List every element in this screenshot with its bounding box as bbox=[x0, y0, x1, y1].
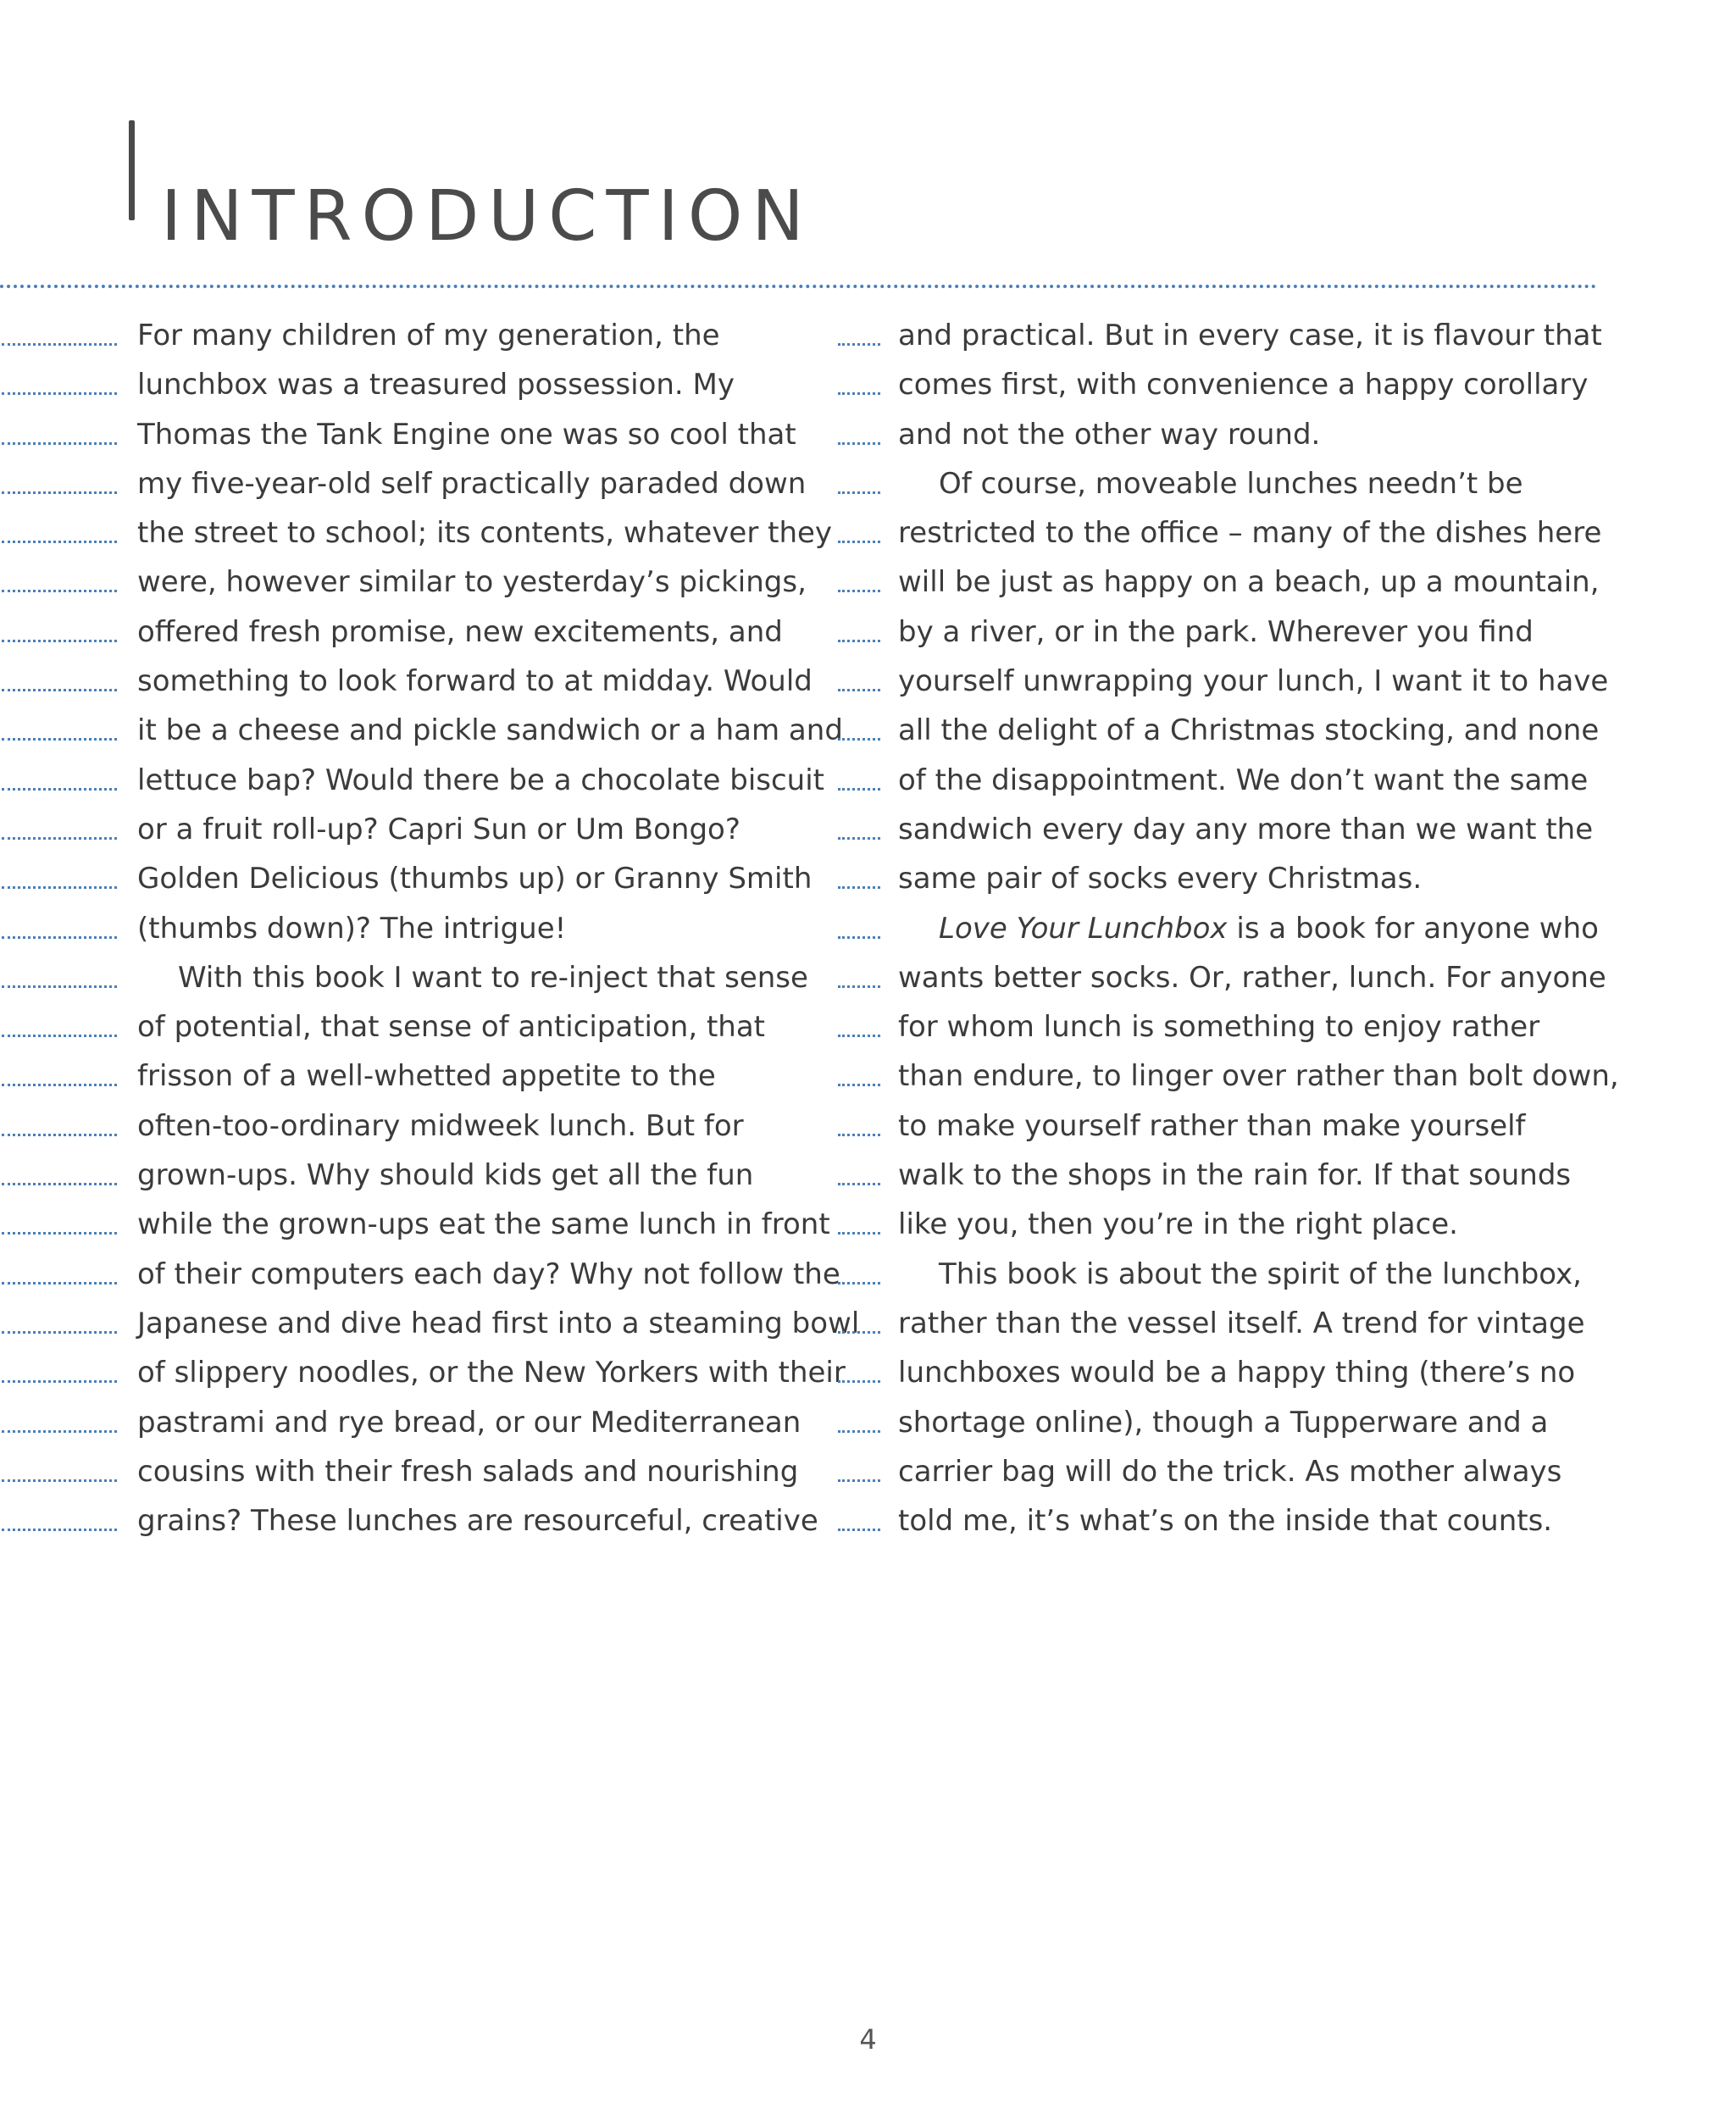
text-line: With this book I want to re-inject that sense bbox=[0, 953, 826, 1002]
dotted-leader bbox=[2, 1232, 117, 1235]
text-line: the street to school; its contents, whatever they bbox=[0, 508, 826, 558]
dotted-leader bbox=[838, 1134, 880, 1136]
text-line: yourself unwrapping your lunch, I want it to have bbox=[835, 657, 1580, 706]
dotted-leader bbox=[2, 392, 117, 395]
text-line: it be a cheese and pickle sandwich or a ham and bbox=[0, 706, 826, 755]
text-line: all the delight of a Christmas stocking, and none bbox=[835, 706, 1580, 755]
dotted-leader bbox=[2, 1282, 117, 1285]
text-line: lettuce bap? Would there be a chocolate biscuit bbox=[0, 756, 826, 805]
text-line: of potential, that sense of anticipation, that bbox=[0, 1002, 826, 1052]
text-line: sandwich every day any more than we want the bbox=[835, 805, 1580, 854]
text-line: Japanese and dive head first into a steaming bowl bbox=[0, 1299, 826, 1348]
dotted-leader bbox=[838, 1331, 880, 1334]
text-line: to make yourself rather than make yourself bbox=[835, 1101, 1580, 1151]
dotted-leader bbox=[838, 985, 880, 988]
dotted-leader bbox=[2, 738, 117, 741]
text-line: Love Your Lunchbox is a book for anyone who bbox=[835, 904, 1580, 953]
text-line: cousins with their fresh salads and nourishing bbox=[0, 1447, 826, 1496]
text-line: shortage online), though a Tupperware and a bbox=[835, 1398, 1580, 1447]
dotted-leader bbox=[2, 1380, 117, 1383]
right-text-column bbox=[835, 311, 1619, 1545]
text-line: This book is about the spirit of the lunchbox, bbox=[835, 1250, 1580, 1299]
text-line: pastrami and rye bread, or our Mediterranean bbox=[0, 1398, 826, 1447]
text-line: will be just as happy on a beach, up a mountain, bbox=[835, 558, 1580, 607]
dotted-leader bbox=[838, 541, 880, 543]
text-line: something to look forward to at midday. Would bbox=[0, 657, 826, 706]
dotted-leader bbox=[2, 590, 117, 592]
dotted-leader bbox=[838, 590, 880, 592]
dotted-leader bbox=[838, 689, 880, 691]
text-line: of the disappointment. We don’t want the same bbox=[835, 756, 1580, 805]
page-number: 4 bbox=[859, 2023, 877, 2056]
text-line: frisson of a well-whetted appetite to the bbox=[0, 1052, 826, 1101]
dotted-leader bbox=[2, 936, 117, 939]
dotted-leader bbox=[2, 1084, 117, 1086]
dotted-leader bbox=[2, 788, 117, 791]
dotted-leader bbox=[838, 1479, 880, 1482]
dotted-leader bbox=[838, 788, 880, 791]
text-line: were, however similar to yesterday’s pickings, bbox=[0, 558, 826, 607]
text-line: lunchbox was a treasured possession. My bbox=[0, 360, 826, 409]
heading-initial-bar bbox=[129, 120, 135, 220]
text-line: like you, then you’re in the right place. bbox=[835, 1200, 1580, 1249]
dotted-rule bbox=[0, 285, 1597, 288]
dotted-leader bbox=[838, 1035, 880, 1037]
text-line: same pair of socks every Christmas. bbox=[835, 854, 1580, 903]
text-line: Golden Delicious (thumbs up) or Granny Smith bbox=[0, 854, 826, 903]
dotted-leader bbox=[838, 1183, 880, 1185]
dotted-leader bbox=[2, 640, 117, 642]
text-line: while the grown-ups eat the same lunch in front bbox=[0, 1200, 826, 1249]
dotted-leader bbox=[2, 837, 117, 840]
dotted-leader bbox=[2, 1529, 117, 1531]
text-line: told me, it’s what’s on the inside that counts. bbox=[835, 1496, 1580, 1545]
dotted-leader bbox=[2, 1035, 117, 1037]
dotted-leader bbox=[838, 343, 880, 346]
dotted-leader bbox=[838, 640, 880, 642]
text-line: grown-ups. Why should kids get all the fun bbox=[0, 1151, 826, 1200]
text-line: of their computers each day? Why not follow the bbox=[0, 1250, 826, 1299]
dotted-leader bbox=[2, 985, 117, 988]
dotted-leader bbox=[838, 1430, 880, 1433]
dotted-leader bbox=[838, 491, 880, 494]
dotted-leader bbox=[2, 1479, 117, 1482]
text-line: Of course, moveable lunches needn’t be bbox=[835, 459, 1580, 508]
text-line: wants better socks. Or, rather, lunch. For anyone bbox=[835, 953, 1580, 1002]
dotted-leader bbox=[2, 1134, 117, 1136]
text-line: than endure, to linger over rather than bolt down, bbox=[835, 1052, 1580, 1101]
dotted-leader bbox=[838, 1084, 880, 1086]
text-line: Thomas the Tank Engine one was so cool that bbox=[0, 410, 826, 459]
text-line: restricted to the office – many of the dishes here bbox=[835, 508, 1580, 558]
text-line: for whom lunch is something to enjoy rather bbox=[835, 1002, 1580, 1052]
left-text-column bbox=[0, 311, 860, 1545]
page-title: INTRODUCTION bbox=[161, 175, 813, 257]
text-line: (thumbs down)? The intrigue! bbox=[0, 904, 826, 953]
dotted-leader bbox=[838, 1282, 880, 1285]
dotted-leader bbox=[2, 541, 117, 543]
dotted-leader bbox=[2, 886, 117, 889]
text-line: carrier bag will do the trick. As mother always bbox=[835, 1447, 1580, 1496]
dotted-leader bbox=[838, 1380, 880, 1383]
dotted-leader bbox=[838, 442, 880, 445]
text-line: lunchboxes would be a happy thing (there’s no bbox=[835, 1348, 1580, 1397]
dotted-leader bbox=[838, 936, 880, 939]
dotted-leader bbox=[2, 689, 117, 691]
dotted-leader bbox=[838, 837, 880, 840]
text-line: often-too-ordinary midweek lunch. But for bbox=[0, 1101, 826, 1151]
text-line: by a river, or in the park. Wherever you find bbox=[835, 608, 1580, 657]
text-line: or a fruit roll-up? Capri Sun or Um Bongo? bbox=[0, 805, 826, 854]
dotted-leader bbox=[838, 738, 880, 741]
text-line: For many children of my generation, the bbox=[0, 311, 826, 360]
text-line: of slippery noodles, or the New Yorkers with their bbox=[0, 1348, 826, 1397]
text-line: grains? These lunches are resourceful, creative bbox=[0, 1496, 826, 1545]
dotted-leader bbox=[2, 1331, 117, 1334]
dotted-leader bbox=[2, 442, 117, 445]
dotted-leader bbox=[838, 886, 880, 889]
text-line: and practical. But in every case, it is flavour that bbox=[835, 311, 1580, 360]
text-line: offered fresh promise, new excitements, and bbox=[0, 608, 826, 657]
dotted-leader bbox=[838, 1529, 880, 1531]
dotted-leader bbox=[2, 491, 117, 494]
book-title: Love Your Lunchbox bbox=[939, 911, 1228, 946]
text-line: and not the other way round. bbox=[835, 410, 1580, 459]
dotted-leader bbox=[838, 392, 880, 395]
text-line: rather than the vessel itself. A trend for vintage bbox=[835, 1299, 1580, 1348]
text-line: comes first, with convenience a happy corollary bbox=[835, 360, 1580, 409]
dotted-leader bbox=[2, 343, 117, 346]
dotted-leader bbox=[2, 1183, 117, 1185]
text-line: walk to the shops in the rain for. If that sounds bbox=[835, 1151, 1580, 1200]
text-line: my five-year-old self practically paraded down bbox=[0, 459, 826, 508]
dotted-leader bbox=[838, 1232, 880, 1235]
dotted-leader bbox=[2, 1430, 117, 1433]
